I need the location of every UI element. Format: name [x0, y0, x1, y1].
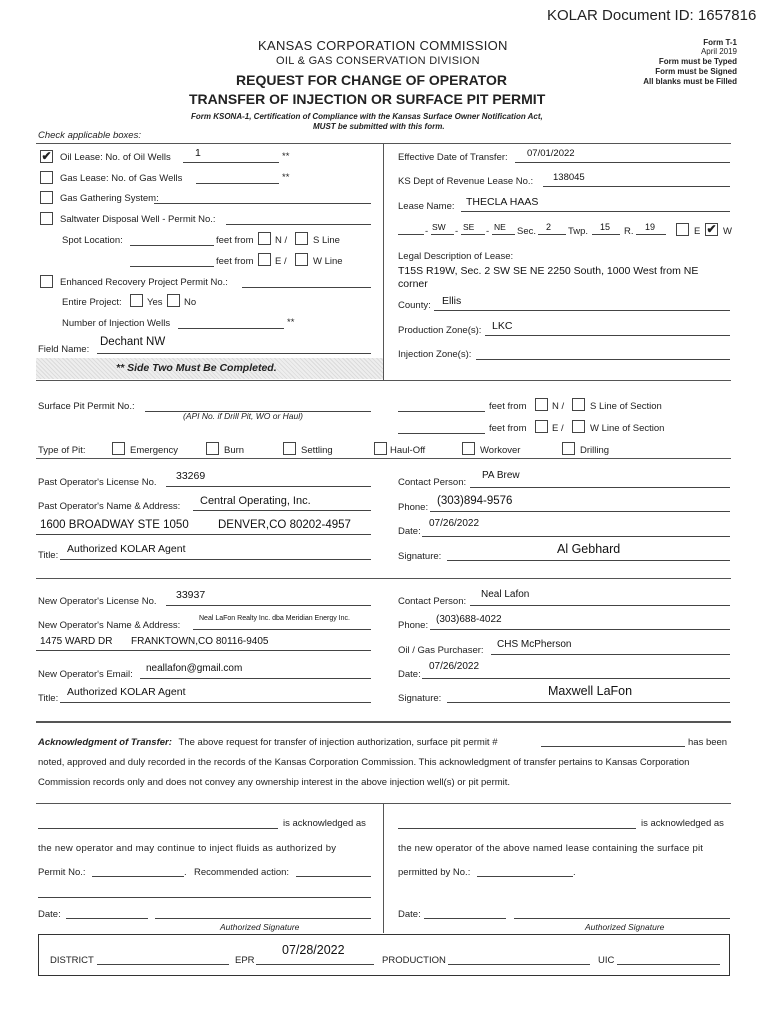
gas-gathering-checkbox[interactable] — [40, 191, 53, 204]
entire-yes-checkbox[interactable] — [130, 294, 143, 307]
past-name-value[interactable]: Central Operating, Inc. — [200, 495, 311, 507]
ksona-note-2: MUST be submitted with this form. — [313, 122, 445, 131]
quarter1-value[interactable]: SW — [432, 222, 446, 232]
swd-checkbox[interactable] — [40, 212, 53, 225]
new-license-value[interactable]: 33937 — [176, 589, 206, 601]
district-line — [97, 964, 229, 965]
twp-line — [592, 234, 620, 235]
ks-lease-label: KS Dept of Revenue Lease No.: — [398, 176, 534, 187]
spot-e-label: E / — [275, 256, 287, 267]
new-phone-value[interactable]: (303)688-4022 — [436, 614, 502, 625]
injection-wells-line — [178, 328, 284, 329]
ks-lease-value[interactable]: 138045 — [553, 172, 585, 183]
past-date-value[interactable]: 07/26/2022 — [429, 518, 480, 529]
surface-pit-label: Surface Pit Permit No.: — [38, 401, 135, 412]
legal-desc-value-1[interactable]: T15S R19W, Sec. 2 SW SE NE 2250 South, 1000 West from NE — [398, 265, 699, 277]
oil-wells-line — [183, 162, 279, 163]
spot-e-checkbox[interactable] — [258, 253, 271, 266]
entire-project-label: Entire Project: — [62, 297, 122, 308]
spot-n-label: N / — [275, 235, 288, 246]
pit-settling-label: Settling — [301, 445, 333, 456]
uic-line — [617, 964, 720, 965]
ksona-note-1: Form KSONA-1, Certification of Compliance with the Kansas Surface Owner Notification Act, — [191, 112, 543, 121]
ack-left-name-line — [38, 828, 278, 829]
pit-ns-feet-from: feet from — [489, 401, 527, 412]
pit-hauloff-checkbox[interactable] — [374, 442, 387, 455]
new-date-line — [422, 678, 730, 679]
side-two-note: ** Side Two Must Be Completed. — [116, 362, 277, 374]
production-line — [448, 964, 590, 965]
spot-ns-feet-line — [130, 245, 214, 246]
past-signature-label: Signature: — [398, 551, 442, 562]
past-license-line — [166, 486, 371, 487]
pit-s-label: S Line of Section — [590, 401, 662, 412]
effective-date-line — [515, 162, 730, 163]
gas-lease-checkbox[interactable] — [40, 171, 53, 184]
agency-name: KANSAS CORPORATION COMMISSION — [258, 38, 508, 53]
new-name-label: New Operator's Name & Address: — [38, 620, 181, 631]
new-address-line — [36, 650, 371, 651]
spot-ew-feet-line — [130, 266, 214, 267]
past-license-value[interactable]: 33269 — [176, 470, 206, 482]
spot-ew-feet-from: feet from — [216, 256, 254, 267]
county-line — [434, 310, 730, 311]
legal-desc-label: Legal Description of Lease: — [398, 251, 514, 262]
pit-n-checkbox[interactable] — [535, 398, 548, 411]
spot-ns-feet-from: feet from — [216, 235, 254, 246]
production-zone-line — [485, 335, 730, 336]
new-title-line — [60, 702, 371, 703]
quarter4-line — [492, 234, 515, 235]
section1-bottom-rule — [36, 380, 731, 381]
new-address-2[interactable]: FRANKTOWN,CO 80116-9405 — [131, 636, 269, 647]
twp-value[interactable]: 15 — [600, 222, 611, 232]
epr-value[interactable]: 07/28/2022 — [282, 943, 345, 957]
division-name: OIL & GAS CONSERVATION DIVISION — [276, 55, 480, 67]
range-e-checkbox[interactable] — [676, 223, 689, 236]
past-title-line — [60, 559, 371, 560]
section1-divider — [383, 143, 384, 380]
past-phone-value[interactable]: (303)894-9576 — [437, 495, 513, 507]
eor-checkbox[interactable] — [40, 275, 53, 288]
new-contact-value[interactable]: Neal Lafon — [481, 589, 530, 600]
ack-right-new-op: the new operator of the above named lease containing the surface pit — [398, 843, 704, 854]
field-name-line — [97, 353, 371, 354]
sec-value[interactable]: 2 — [546, 222, 552, 232]
past-title-value[interactable]: Authorized KOLAR Agent — [67, 543, 186, 555]
ack-rec-action-line — [296, 876, 371, 877]
pit-bottom-rule — [36, 458, 731, 459]
twp-label: Twp. — [568, 226, 589, 237]
ack-left-auth-sig: Authorized Signature — [220, 922, 300, 932]
production-zone-label: Production Zone(s): — [398, 325, 482, 336]
purchaser-value[interactable]: CHS McPherson — [497, 639, 572, 650]
spot-w-checkbox[interactable] — [295, 253, 308, 266]
past-contact-value[interactable]: PA Brew — [482, 470, 520, 481]
new-address-1[interactable]: 1475 WARD DR — [40, 636, 113, 647]
new-signature-label: Signature: — [398, 693, 442, 704]
past-signature-line — [447, 560, 730, 561]
form-number: Form T-1 — [703, 38, 737, 47]
ack-rec-action-line-2 — [38, 897, 371, 898]
quarter2-line — [431, 234, 454, 235]
range-label: R. — [624, 226, 634, 237]
production-zone-value[interactable]: LKC — [492, 320, 513, 332]
sec-label: Sec. — [517, 226, 537, 237]
pit-w-checkbox[interactable] — [572, 420, 585, 433]
pit-ew-feet-from: feet from — [489, 423, 527, 434]
pit-workover-label: Workover — [480, 445, 521, 456]
ack-right-auth-sig: Authorized Signature — [585, 922, 665, 932]
oil-wells-value[interactable]: 1 — [195, 147, 201, 159]
epr-label: EPR — [235, 955, 255, 966]
new-date-value[interactable]: 07/26/2022 — [429, 661, 480, 672]
oil-wells-stars: ** — [282, 151, 290, 162]
past-phone-label: Phone: — [398, 502, 429, 513]
form-date: April 2019 — [700, 47, 737, 56]
new-license-label: New Operator's License No. — [38, 596, 157, 607]
range-e-label: E — [694, 226, 701, 237]
ack-heading: Acknowledgment of Transfer: — [38, 737, 172, 748]
field-name-value[interactable]: Dechant NW — [100, 336, 166, 348]
pit-burn-label: Burn — [224, 445, 245, 456]
district-label: DISTRICT — [50, 955, 94, 966]
form-blanks-note: All blanks must be Filled — [643, 77, 737, 86]
ks-lease-line — [543, 186, 730, 187]
eor-permit-line — [242, 287, 371, 288]
ack-permit-no-label: Permit No.: — [38, 867, 86, 878]
past-signature-value[interactable]: Al Gebhard — [557, 542, 621, 556]
past-address-2[interactable]: DENVER,CO 80202-4957 — [218, 519, 351, 531]
pit-emergency-checkbox[interactable] — [112, 442, 125, 455]
spot-w-label: W Line — [313, 256, 343, 267]
quarter-dash-3: - — [486, 226, 490, 237]
spot-s-label: S Line — [313, 235, 340, 246]
quarter3-value[interactable]: NE — [494, 222, 506, 232]
past-license-label: Past Operator's License No. — [38, 477, 157, 488]
entire-no-checkbox[interactable] — [167, 294, 180, 307]
new-phone-label: Phone: — [398, 620, 429, 631]
spot-s-checkbox[interactable] — [295, 232, 308, 245]
ack-has-been: has been — [688, 737, 728, 748]
spot-n-checkbox[interactable] — [258, 232, 271, 245]
past-date-line — [422, 536, 730, 537]
quarter-dash-2: - — [455, 226, 459, 237]
new-email-label: New Operator's Email: — [38, 669, 133, 680]
new-phone-line — [430, 629, 730, 630]
ack-text-2: noted, approved and duly recorded in the records of the Kansas Corporation Commission. This acknowledgment of transfer pertains to Kansas Corporation — [38, 757, 690, 768]
ack-left-sig-line — [155, 918, 371, 919]
new-name-line — [193, 629, 371, 630]
county-value[interactable]: Ellis — [442, 295, 462, 307]
past-bottom-rule — [36, 578, 731, 579]
quarter3-line — [461, 234, 485, 235]
pit-emergency-label: Emergency — [130, 445, 179, 456]
ack-right-date-label: Date: — [398, 909, 421, 920]
uic-label: UIC — [598, 955, 615, 966]
ack-right-name-line — [398, 828, 636, 829]
ack-left-date-line — [66, 918, 148, 919]
ack-permitted-by-label: permitted by No.: — [398, 867, 471, 878]
entire-yes-label: Yes — [147, 297, 163, 308]
ack-permit-no-line — [92, 876, 184, 877]
entire-no-label: No — [184, 297, 197, 308]
quarter1-line — [398, 234, 424, 235]
ack-right-is-ack: is acknowledged as — [641, 818, 724, 829]
ack-text-3: Commission records only and does not convey any ownership interest in the above injection well(s) or pit permit. — [38, 777, 511, 788]
past-contact-line — [470, 487, 730, 488]
sec-line — [538, 234, 566, 235]
spot-location-label: Spot Location: — [62, 235, 123, 246]
legal-desc-value-2[interactable]: corner — [398, 278, 428, 290]
new-email-value[interactable]: neallafon@gmail.com — [146, 663, 243, 674]
injection-wells-stars: ** — [287, 317, 295, 328]
swd-permit-line — [226, 224, 371, 225]
past-phone-line — [430, 511, 730, 512]
past-contact-label: Contact Person: — [398, 477, 467, 488]
new-name-value[interactable]: Neal LaFon Realty Inc. dba Meridian Energy Inc. — [199, 615, 350, 622]
pit-w-label: W Line of Section — [590, 423, 665, 434]
pit-ns-feet-line — [398, 411, 485, 412]
injection-zone-label: Injection Zone(s): — [398, 349, 472, 360]
swd-label: Saltwater Disposal Well - Permit No.: — [60, 214, 216, 225]
new-contact-label: Contact Person: — [398, 596, 467, 607]
effective-date-label: Effective Date of Transfer: — [398, 152, 508, 163]
ack-permitted-by-line — [477, 876, 573, 877]
form-typed-note: Form must be Typed — [658, 57, 737, 66]
lease-name-label: Lease Name: — [398, 201, 455, 212]
new-contact-line — [470, 605, 730, 606]
oil-lease-label: Oil Lease: No. of Oil Wells — [60, 152, 171, 163]
new-signature-value[interactable]: Maxwell LaFon — [548, 684, 633, 698]
injection-zone-line — [476, 359, 730, 360]
new-bottom-rule — [36, 721, 731, 723]
pit-settling-checkbox[interactable] — [283, 442, 296, 455]
new-email-line — [140, 678, 371, 679]
past-date-label: Date: — [398, 526, 421, 537]
api-note: (API No. if Drill Pit, WO or Haul) — [183, 411, 303, 421]
new-license-line — [166, 605, 371, 606]
ack-divider — [383, 803, 384, 933]
document-id: KOLAR Document ID: 1657816 — [547, 7, 757, 24]
past-title-label: Title: — [38, 550, 59, 561]
range-value[interactable]: 19 — [645, 222, 656, 232]
new-date-label: Date: — [398, 669, 421, 680]
pit-burn-checkbox[interactable] — [206, 442, 219, 455]
purchaser-line — [491, 654, 730, 655]
range-line — [636, 234, 666, 235]
ack-permit-line — [541, 746, 685, 747]
pit-ew-feet-line — [398, 433, 485, 434]
pit-type-label: Type of Pit: — [38, 445, 86, 456]
gas-gathering-line — [154, 203, 371, 204]
lease-name-line — [461, 211, 730, 212]
form-signed-note: Form must be Signed — [655, 67, 737, 76]
pit-drilling-label: Drilling — [580, 445, 610, 456]
ack-left-new-op: the new operator and may continue to inject fluids as authorized by — [38, 843, 337, 854]
new-signature-line — [447, 702, 730, 703]
quarter2-value[interactable]: SE — [463, 222, 475, 232]
ack-right-sig-line — [514, 918, 730, 919]
gas-lease-label: Gas Lease: No. of Gas Wells — [60, 173, 183, 184]
ack-left-is-ack: is acknowledged as — [283, 818, 366, 829]
pit-s-checkbox[interactable] — [572, 398, 585, 411]
pit-n-label: N / — [552, 401, 565, 412]
oil-lease-checkbox[interactable]: ✔ — [41, 149, 52, 163]
pit-drilling-checkbox[interactable] — [562, 442, 575, 455]
past-address-1[interactable]: 1600 BROADWAY STE 1050 — [40, 519, 189, 531]
form-title-1: REQUEST FOR CHANGE OF OPERATOR — [236, 72, 507, 88]
ack-right-date-line — [424, 918, 506, 919]
ack-permit-period: . — [184, 867, 187, 878]
county-label: County: — [398, 300, 431, 311]
form-title-2: TRANSFER OF INJECTION OR SURFACE PIT PERMIT — [189, 91, 546, 107]
lease-name-value[interactable]: THECLA HAAS — [466, 196, 539, 208]
ack-line-1 — [38, 737, 498, 748]
new-title-value[interactable]: Authorized KOLAR Agent — [67, 686, 186, 698]
range-w-checkbox[interactable]: ✔ — [706, 222, 717, 236]
gas-wells-line — [196, 183, 279, 184]
pit-workover-checkbox[interactable] — [462, 442, 475, 455]
ack-text-1: The above request for transfer of injection authorization, surface pit permit # — [178, 737, 498, 748]
past-address-line — [36, 534, 371, 535]
range-w-label: W — [723, 226, 732, 237]
pit-e-label: E / — [552, 423, 564, 434]
ack-left-date-label: Date: — [38, 909, 61, 920]
check-applicable-label: Check applicable boxes: — [38, 130, 141, 141]
gas-gathering-label: Gas Gathering System: — [60, 193, 159, 204]
ack-permitted-period: . — [573, 867, 576, 878]
effective-date-value[interactable]: 07/01/2022 — [527, 148, 575, 159]
production-label: PRODUCTION — [382, 955, 446, 966]
past-name-label: Past Operator's Name & Address: — [38, 501, 181, 512]
quarter-dash-1: - — [425, 226, 429, 237]
pit-hauloff-label: Haul-Off — [390, 445, 426, 456]
gas-wells-stars: ** — [282, 172, 290, 183]
purchaser-label: Oil / Gas Purchaser: — [398, 645, 484, 656]
ack-rec-action-label: Recommended action: — [194, 867, 290, 878]
field-name-label: Field Name: — [38, 344, 90, 355]
pit-e-checkbox[interactable] — [535, 420, 548, 433]
eor-label: Enhanced Recovery Project Permit No.: — [60, 277, 228, 288]
new-title-label: Title: — [38, 693, 59, 704]
injection-wells-label: Number of Injection Wells — [62, 318, 171, 329]
past-name-line — [193, 510, 371, 511]
epr-line — [256, 964, 374, 965]
